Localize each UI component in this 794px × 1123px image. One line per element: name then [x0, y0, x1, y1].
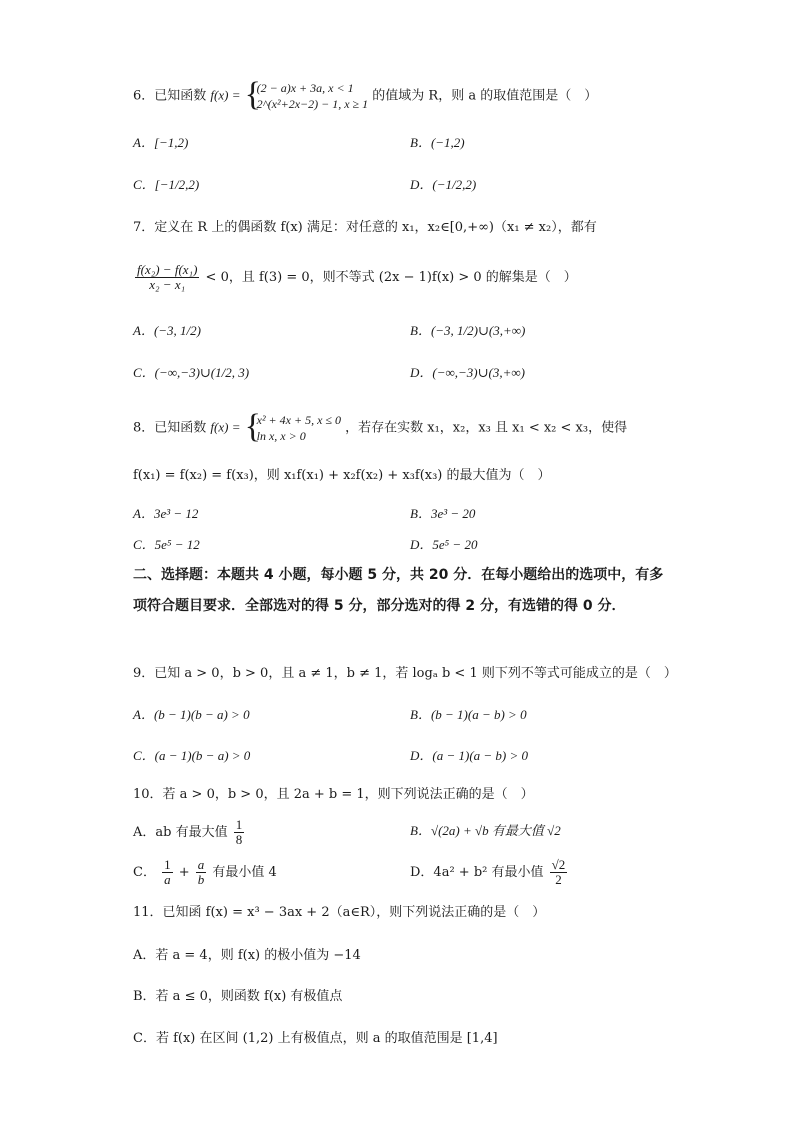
q6-piecewise [244, 76, 369, 113]
q10-c-plus: + [178, 865, 190, 880]
brace-icon: { [244, 408, 261, 445]
q9-stem: 9．已知 a > 0，b > 0，且 a ≠ 1，b ≠ 1，若 logₐ b < 1 则下列不等式可能成立的是（ ） [133, 666, 677, 681]
q7-line2 [133, 263, 577, 292]
q7-fraction-numerator: f(x₂) − f(x₁) [137, 262, 198, 277]
q10-c-fraction-1 [162, 858, 173, 887]
q7-option-d: D．(−∞,−3)∪(3,+∞) [410, 365, 525, 380]
q10-a-numerator: 1 [235, 817, 243, 832]
q6-function-name: f(x) = [210, 87, 241, 103]
q6-piece-row2: 2^(x²+2x−2) − 1, x ≥ 1 [256, 97, 369, 111]
q8-stem [133, 408, 628, 445]
q9-option-b: B．(b − 1)(a − b) > 0 [410, 707, 527, 722]
q6-option-a: A．[−1,2) [133, 135, 189, 150]
q10-option-d [410, 858, 569, 887]
q7-option-a: A．(−3, 1/2) [133, 323, 201, 338]
q10-c-fraction-2 [196, 858, 207, 887]
q10-c-post: 有最小值 4 [212, 865, 277, 880]
q11-option-b: B．若 a ≤ 0，则函数 f(x) 有极值点 [133, 989, 343, 1004]
q7-fraction-denominator: x₂ − x₁ [149, 277, 186, 292]
q8-piece-row1: x² + 4x + 5, x ≤ 0 [256, 413, 341, 427]
q10-option-a [133, 818, 246, 847]
q6-option-b: B．(−1,2) [410, 135, 465, 150]
q10-c-den2: b [197, 872, 205, 887]
q9-option-d: D．(a − 1)(a − b) > 0 [410, 748, 529, 763]
q10-option-d-text: D．4a² + b² 有最小值 [410, 865, 544, 880]
q8-option-d: D．5e⁵ − 20 [410, 537, 478, 552]
section-heading: 二、选择题：本题共 4 小题，每小题 5 分，共 20 分．在每小题给出的选项中，有多项符合题目要求．全部选对的得 5 分，部分选对的得 2 分，有选错的得 0 分． [133, 567, 664, 614]
q10-d-denominator: 2 [555, 872, 562, 887]
q10-c-den1: a [164, 872, 171, 887]
q6-suffix: 的值域为 R，则 a 的取值范围是（ ） [372, 88, 598, 104]
q10-option-c-label: C． [133, 865, 156, 880]
q10-option-b: B．√(2a) + √b 有最大值 √2 [410, 823, 561, 838]
q8-piece-row2: ln x, x > 0 [256, 429, 306, 443]
q8-option-a: A．3e³ − 12 [133, 506, 199, 521]
brace-icon: { [244, 76, 261, 113]
q6-option-d: D．(−1/2,2) [410, 177, 477, 192]
q8-function-name: f(x) = [210, 419, 241, 435]
q7-option-b: B．(−3, 1/2)∪(3,+∞) [410, 323, 526, 338]
q7-line2-text: < 0，且 f(3) = 0，则不等式 (2x − 1)f(x) > 0 的解集是（ ） [205, 270, 577, 285]
q8-suffix: ，若存在实数 x₁，x₂，x₃ 且 x₁ < x₂ < x₃，使得 [345, 420, 628, 436]
q11-option-a: A．若 a = 4，则 f(x) 的极小值为 −14 [133, 948, 361, 963]
q8-prefix: 8．已知函数 [133, 420, 207, 436]
q6-piece-row1: (2 − a)x + 3a, x < 1 [256, 81, 354, 95]
q10-stem: 10．若 a > 0，b > 0，且 2a + b = 1，则下列说法正确的是（ ） [133, 787, 534, 802]
q10-c-num1: 1 [164, 857, 171, 872]
q6-stem [133, 76, 598, 113]
q10-d-fraction [550, 858, 568, 887]
q7-option-c: C．(−∞,−3)∪(1/2, 3) [133, 365, 250, 380]
q8-line2: f(x₁) = f(x₂) = f(x₃)，则 x₁f(x₁) + x₂f(x₂) + x₃f(x₃) 的最大值为（ ） [133, 468, 551, 483]
q11-stem: 11．已知函 f(x) = x³ − 3ax + 2（a∈R），则下列说法正确的是（ ） [133, 905, 546, 920]
q10-option-c [133, 858, 277, 887]
q8-piecewise [244, 408, 341, 445]
q9-option-c: C．(a − 1)(b − a) > 0 [133, 748, 251, 763]
q10-d-numerator: √2 [551, 857, 566, 872]
q10-c-num2: a [197, 857, 205, 872]
q6-prefix: 6．已知函数 [133, 88, 207, 104]
q8-option-c: C．5e⁵ − 12 [133, 537, 200, 552]
q10-option-a-text: A．ab 有最大值 [133, 825, 228, 840]
q10-option-a-fraction [234, 818, 245, 847]
q8-option-b: B．3e³ − 20 [410, 506, 476, 521]
q7-fraction [135, 263, 199, 292]
q10-a-denominator: 8 [235, 832, 243, 847]
q7-line1: 7．定义在 R 上的偶函数 f(x) 满足：对任意的 x₁，x₂∈[0,+∞)（x₁ ≠ x₂），都有 [133, 220, 597, 235]
q11-option-c: C．若 f(x) 在区间 (1,2) 上有极值点，则 a 的取值范围是 [1,4] [133, 1031, 498, 1046]
q6-option-c: C．[−1/2,2) [133, 177, 200, 192]
q9-option-a: A．(b − 1)(b − a) > 0 [133, 707, 250, 722]
